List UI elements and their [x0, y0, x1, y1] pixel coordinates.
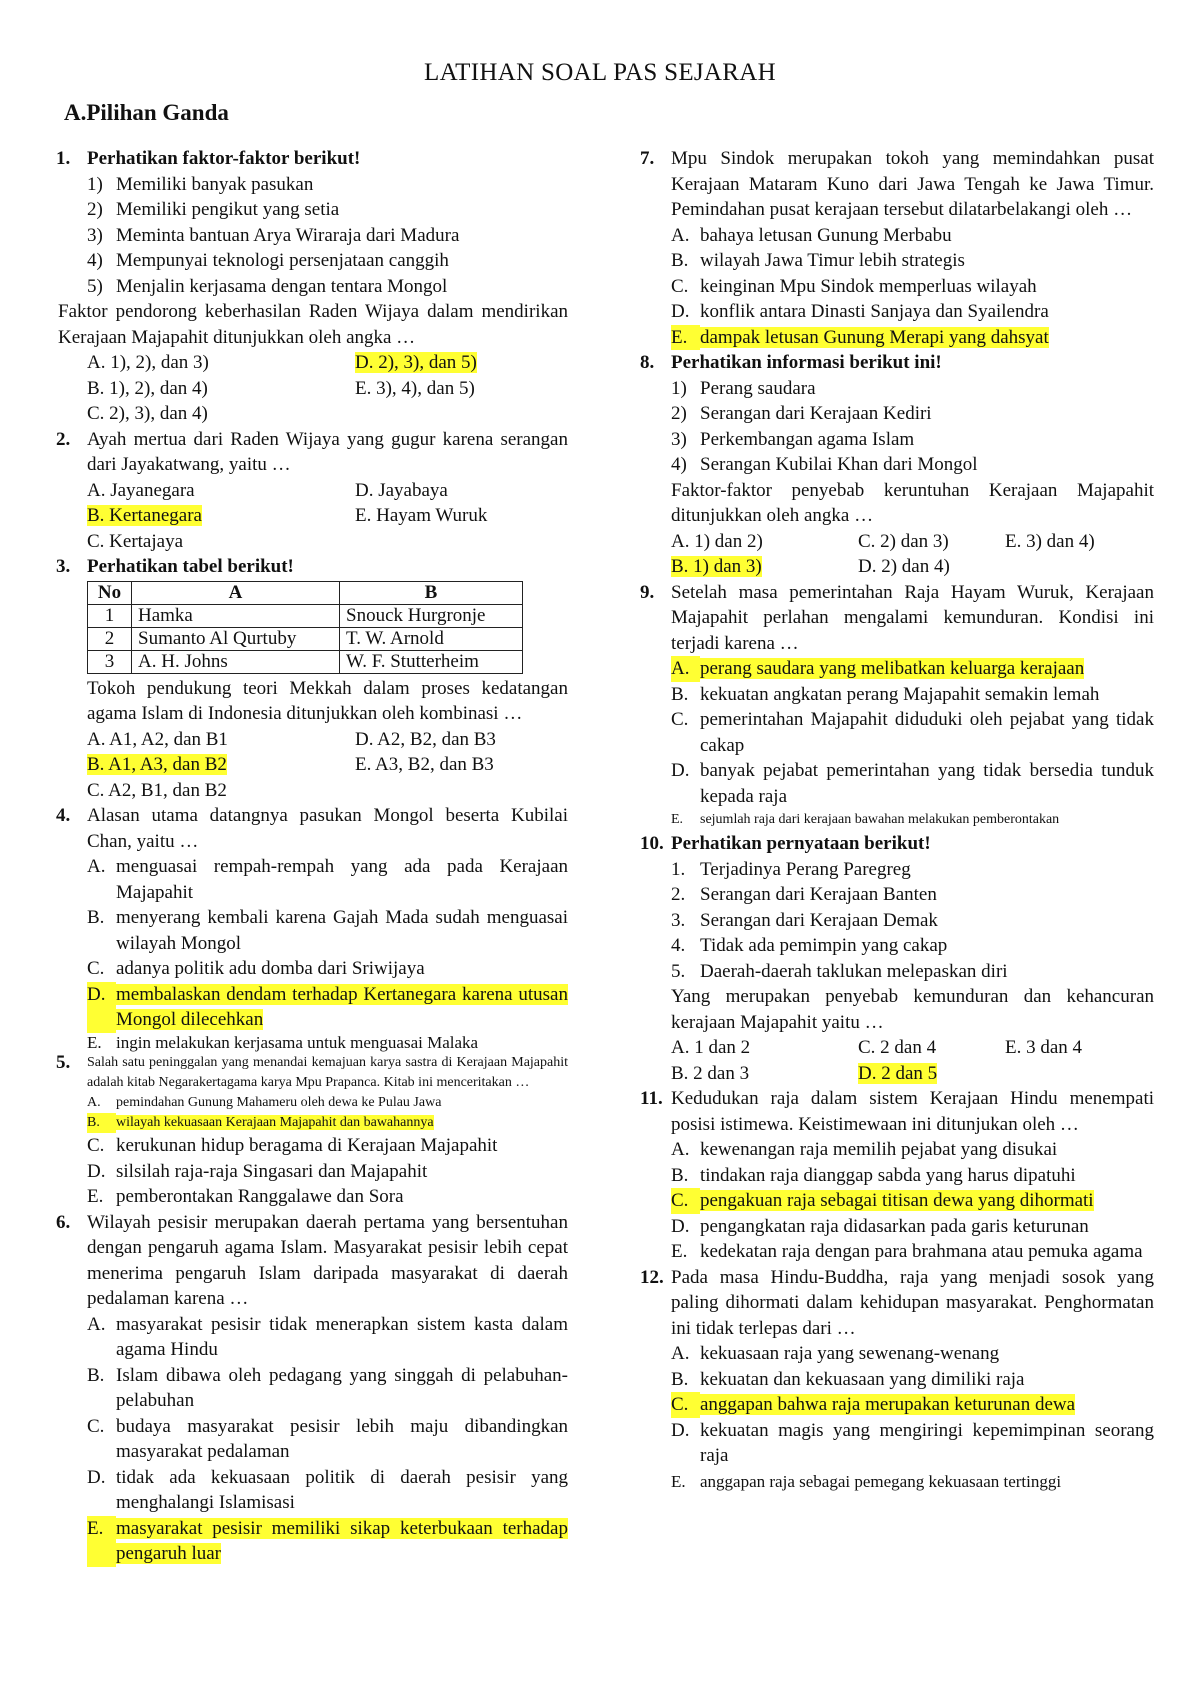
- option-e-correct: E. dampak letusan Gunung Merapi yang dahsyat: [671, 325, 1154, 351]
- question-number: 2.: [56, 428, 71, 450]
- question-stem: Kedudukan raja dalam sistem Kerajaan Hindu menempati posisi istimewa. Keistimewaan ini ditunjukan oleh …: [671, 1088, 1154, 1135]
- option-e: E. pemberontakan Ranggalawe dan Sora: [87, 1186, 404, 1207]
- question-text: Faktor-faktor penyebab keruntuhan Kerajaan Majapahit ditunjukkan oleh angka …: [671, 479, 1154, 526]
- list-item: 3) Meminta bantuan Arya Wiraraja dari Madura: [87, 224, 460, 246]
- list-item: 1. Terjadinya Perang Paregreg: [671, 858, 911, 880]
- option-b: B. tindakan raja dianggap sabda yang harus dipatuhi: [671, 1164, 1076, 1186]
- option-b: B. 2 dan 3: [671, 1062, 750, 1084]
- list-item: 3. Serangan dari Kerajaan Demak: [671, 909, 938, 931]
- question-stem: Alasan utama datangnya pasukan Mongol beserta Kubilai Chan, yaitu …: [87, 805, 568, 852]
- question-number: 6.: [56, 1211, 71, 1233]
- table-row: 1 Hamka Snouck Hurgronje: [88, 604, 523, 627]
- option-d: D. pengangkatan raja didasarkan pada garis keturunan: [671, 1215, 1089, 1237]
- option-a: A. kewenangan raja memilih pejabat yang disukai: [671, 1139, 1058, 1160]
- question-text: Faktor pendorong keberhasilan Raden Wijaya dalam mendirikan Kerajaan Majapahit ditunjukkan oleh angka …: [58, 301, 568, 348]
- question-stem: Perhatikan informasi berikut ini!: [671, 352, 942, 373]
- list-item: 2) Serangan dari Kerajaan Kediri: [671, 403, 932, 424]
- question-12: [640, 1265, 1154, 1495]
- question-5-cont: [56, 1133, 568, 1210]
- list-item: 4) Mempunyai teknologi persenjataan canggih: [87, 250, 449, 271]
- list-item: 4. Tidak ada pemimpin yang cakap: [671, 935, 948, 956]
- option-c: C. kerukunan hidup beragama di Kerajaan Majapahit: [87, 1135, 498, 1156]
- list-item: 5) Menjalin kerjasama dengan tentara Mongol: [87, 275, 448, 297]
- question-stem: Pada masa Hindu-Buddha, raja yang menjadi sosok yang paling dihormati dalam kehidupan masyarakat. Penghormatan ini tidak terlepas dari …: [671, 1266, 1154, 1339]
- list-item: 4) Serangan Kubilai Khan dari Mongol: [671, 454, 978, 475]
- list-item: 1) Perang saudara: [671, 377, 816, 399]
- options-grid: [87, 478, 568, 555]
- option-b-correct: B. wilayah kekuasaan Kerajaan Majapahit dan bawahannya: [87, 1113, 568, 1133]
- table-row: 2 Sumanto Al Qurtuby T. W. Arnold: [88, 627, 523, 650]
- list-item: 2. Serangan dari Kerajaan Banten: [671, 884, 937, 905]
- section-heading: A.Pilihan Ganda: [64, 100, 229, 125]
- option-d: D. 2) dan 4): [858, 556, 950, 577]
- question-number: 5.: [56, 1052, 71, 1073]
- options-grid: [87, 350, 568, 427]
- option-a: A. 1), 2), dan 3): [87, 352, 209, 373]
- question-8: [640, 350, 1154, 580]
- option-d: D. tidak ada kekuasaan politik di daerah pesisir yang menghalangi Islamisasi: [87, 1466, 568, 1513]
- option-c: C. budaya masyarakat pesisir lebih maju dibandingkan masyarakat pedalaman: [87, 1415, 568, 1462]
- question-stem: Perhatikan pernyataan berikut!: [671, 833, 931, 854]
- question-7: [640, 146, 1154, 350]
- option-b: B. Islam dibawa oleh pedagang yang singgah di pelabuhan-pelabuhan: [87, 1364, 568, 1411]
- options-grid: [671, 529, 1154, 580]
- option-e: E. 3 dan 4: [1005, 1037, 1083, 1058]
- option-d-correct: D. 2), 3), dan 5): [355, 352, 477, 373]
- option-a: A. pemindahan Gunung Mahameru oleh dewa ke Pulau Jawa: [87, 1095, 442, 1110]
- option-a: A. Jayanegara: [87, 479, 195, 501]
- option-a: A. A1, A2, dan B1: [87, 728, 228, 750]
- option-a: A. 1 dan 2: [671, 1037, 751, 1058]
- option-a: A. 1) dan 2): [671, 530, 763, 552]
- option-a: A. masyarakat pesisir tidak menerapkan sistem kasta dalam agama Hindu: [87, 1313, 568, 1360]
- option-b: B. wilayah Jawa Timur lebih strategis: [671, 250, 965, 271]
- option-d: D. silsilah raja-raja Singasari dan Majapahit: [87, 1160, 428, 1182]
- option-b-correct: B. A1, A3, dan B2: [87, 754, 227, 775]
- option-c: C. 2), 3), dan 4): [87, 403, 208, 424]
- list-item: 3) Perkembangan agama Islam: [671, 428, 915, 450]
- option-c-correct: C. pengakuan raja sebagai titisan dewa yang dihormati: [671, 1188, 1154, 1214]
- option-b-correct: B. 1) dan 3): [671, 556, 762, 577]
- left-column: [56, 146, 568, 1567]
- options-grid: [87, 727, 568, 804]
- question-5: [56, 1053, 568, 1133]
- option-b: B. 1), 2), dan 4): [87, 377, 208, 399]
- question-text: Yang merupakan penyebab kemunduran dan kehancuran kerajaan Majapahit yaitu …: [671, 986, 1154, 1033]
- options-grid: [671, 1035, 1154, 1086]
- option-c: C. pemerintahan Majapahit diduduki oleh pejabat yang tidak cakap: [671, 709, 1154, 756]
- question-number: 1.: [56, 148, 71, 169]
- list-item: 1) Memiliki banyak pasukan: [87, 173, 314, 195]
- option-a-correct: A. perang saudara yang melibatkan keluarga kerajaan: [671, 656, 1154, 682]
- question-number: 11.: [640, 1088, 663, 1109]
- list-item: 2) Memiliki pengikut yang setia: [87, 199, 340, 220]
- question-stem: Mpu Sindok merupakan tokoh yang memindahkan pusat Kerajaan Mataram Kuno dari Jawa Tengah ke Jawa Timur. Pemindahan pusat kerajaan tersebut dilatarbelakangi oleh …: [671, 148, 1154, 220]
- option-c: C. 2) dan 3): [858, 530, 949, 552]
- option-e: E. 3), 4), dan 5): [355, 377, 475, 399]
- data-table: [87, 581, 523, 674]
- question-stem: Perhatikan faktor-faktor berikut!: [87, 148, 361, 169]
- option-c: C. keinginan Mpu Sindok memperluas wilayah: [671, 275, 1037, 297]
- option-d-correct: D. membalaskan dendam terhadap Kertanegara karena utusan Mongol dilecehkan: [87, 982, 568, 1033]
- option-a: A. kekuasaan raja yang sewenang-wenang: [671, 1343, 1000, 1364]
- table-row: 3 A. H. Johns W. F. Stutterheim: [88, 650, 523, 673]
- table-header: B: [340, 581, 523, 604]
- option-e: E. Hayam Wuruk: [355, 505, 488, 526]
- question-number: 7.: [640, 148, 655, 169]
- question-stem: Salah satu peninggalan yang menandai kemajuan karya sastra di Kerajaan Majapahit adalah kitab Negarakertagama karya Mpu Prapanca. Kitab ini menceritakan …: [87, 1055, 568, 1090]
- option-c: C. 2 dan 4: [858, 1037, 937, 1058]
- question-6: [56, 1210, 568, 1567]
- option-d: D. kekuatan magis yang mengiringi kepemimpinan seorang raja: [671, 1419, 1154, 1466]
- page-title: LATIHAN SOAL PAS SEJARAH: [424, 59, 776, 86]
- option-e: E. 3) dan 4): [1005, 530, 1095, 552]
- question-number: 8.: [640, 352, 655, 373]
- question-4: [56, 803, 568, 1053]
- question-stem: Perhatikan tabel berikut!: [87, 556, 294, 577]
- question-10: [640, 831, 1154, 1086]
- option-a: A. bahaya letusan Gunung Merbabu: [671, 224, 952, 246]
- table-header: No: [88, 581, 132, 604]
- option-d-correct: D. 2 dan 5: [858, 1062, 938, 1084]
- question-stem: Ayah mertua dari Raden Wijaya yang gugur karena serangan dari Jayakatwang, yaitu …: [87, 428, 568, 475]
- question-11: [640, 1086, 1154, 1265]
- question-2: [56, 427, 568, 555]
- option-c: C. Kertajaya: [87, 530, 184, 552]
- option-d: D. banyak pejabat pemerintahan yang tidak bersedia tunduk kepada raja: [671, 760, 1154, 807]
- option-c: C. adanya politik adu domba dari Sriwijaya: [87, 958, 425, 979]
- question-9: [640, 580, 1154, 832]
- option-b-correct: B. Kertanegara: [87, 505, 202, 526]
- right-column: [640, 146, 1154, 1494]
- question-text: Tokoh pendukung teori Mekkah dalam proses kedatangan agama Islam di Indonesia ditunjukkan oleh kombinasi …: [87, 677, 568, 724]
- option-d: D. A2, B2, dan B3: [355, 728, 496, 750]
- option-e: E. A3, B2, dan B3: [355, 754, 494, 775]
- option-d: D. konflik antara Dinasti Sanjaya dan Syailendra: [671, 301, 1049, 322]
- list-item: 5. Daerah-daerah taklukan melepaskan diri: [671, 960, 1008, 982]
- question-number: 12.: [640, 1266, 664, 1288]
- option-c: C. A2, B1, dan B2: [87, 779, 227, 801]
- option-e-correct: E. masyarakat pesisir memiliki sikap keterbukaan terhadap pengaruh luar: [87, 1516, 568, 1567]
- option-b: B. kekuatan angkatan perang Majapahit semakin lemah: [671, 683, 1100, 705]
- option-e: E. sejumlah raja dari kerajaan bawahan melakukan pemberontakan: [671, 812, 1060, 827]
- option-e: E. anggapan raja sebagai pemegang kekuasaan tertinggi: [671, 1471, 1062, 1491]
- option-e: E. kedekatan raja dengan para brahmana atau pemuka agama: [671, 1241, 1143, 1262]
- option-a: A. menguasai rempah-rempah yang ada pada Kerajaan Majapahit: [87, 856, 568, 903]
- table-header: A: [132, 581, 340, 604]
- option-b: B. menyerang kembali karena Gajah Mada sudah menguasai wilayah Mongol: [87, 907, 568, 954]
- question-number: 9.: [640, 581, 655, 603]
- option-b: B. kekuatan dan kekuasaan yang dimiliki raja: [671, 1368, 1025, 1390]
- option-c-correct: C. anggapan bahwa raja merupakan keturunan dewa: [671, 1392, 1154, 1418]
- option-e: E. ingin melakukan kerjasama untuk menguasai Malaka: [87, 1032, 479, 1052]
- question-number: 4.: [56, 805, 71, 826]
- option-d: D. Jayabaya: [355, 479, 448, 501]
- question-stem: Setelah masa pemerintahan Raja Hayam Wuruk, Kerajaan Majapahit perlahan mengalami kemunduran. Kondisi ini terjadi karena …: [671, 581, 1154, 654]
- question-stem: Wilayah pesisir merupakan daerah pertama yang bersentuhan dengan pengaruh agama Islam. Masyarakat pesisir lebih cepat menerima pengaruh Islam daripada masyarakat di daerah pedalaman karena …: [87, 1211, 568, 1309]
- question-1: [56, 146, 568, 427]
- question-3: [56, 554, 568, 803]
- question-number: 10.: [640, 833, 664, 854]
- question-number: 3.: [56, 556, 71, 577]
